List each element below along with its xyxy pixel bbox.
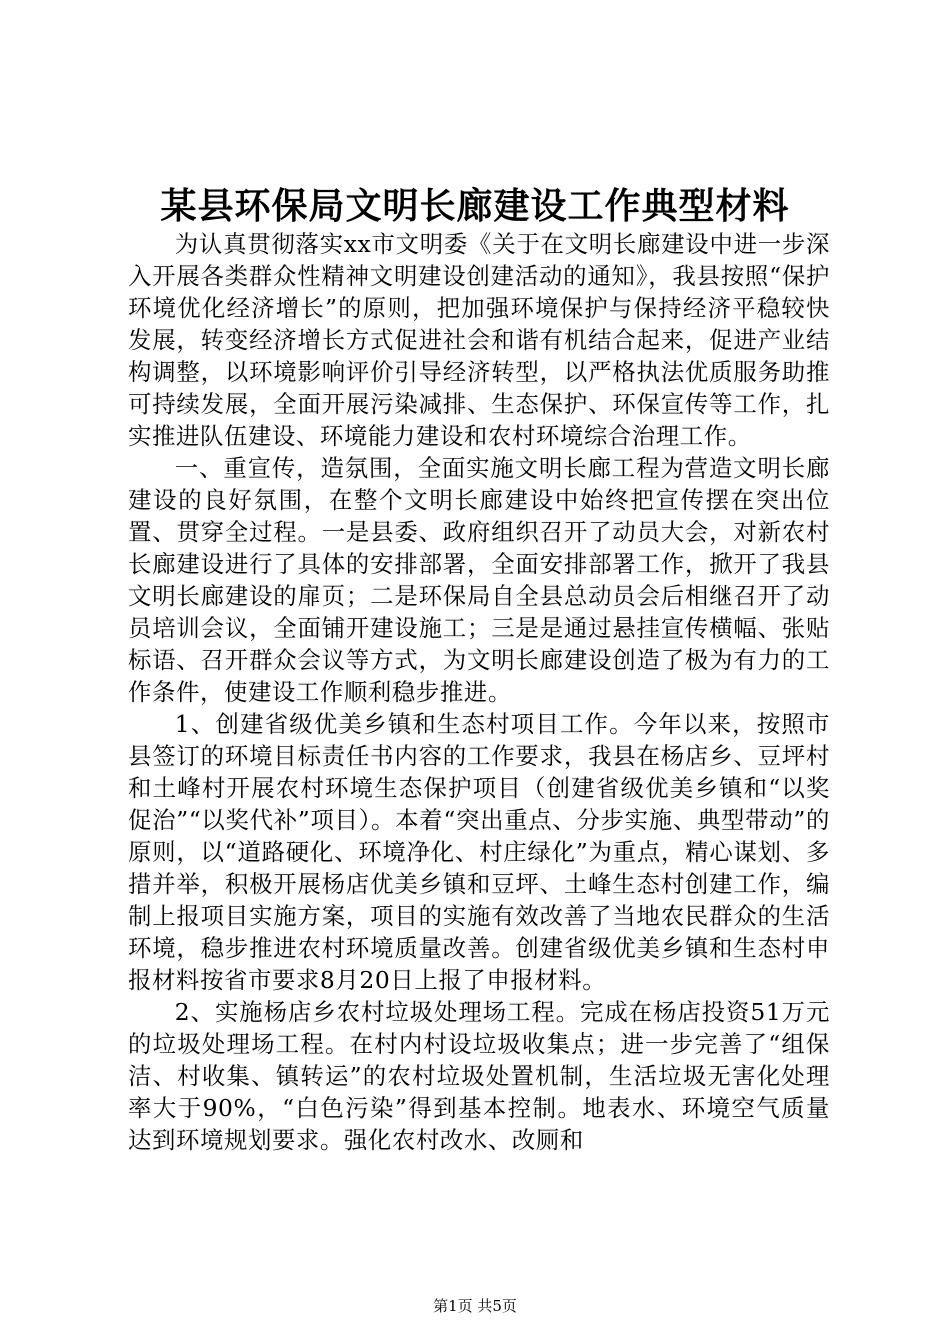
paragraph-item-1: 1、创建省级优美乡镇和生态村项目工作。今年以来，按照市县签订的环境目标责任书内容的工作要求，我县在杨店乡、豆坪村和土峰村开展农村环境生态保护项目（创建省级优美乡镇和“以奖促治”“以奖代补”项目）。本着“突出重点、分步实施、典型带动”的原则，以“道路硬化、环境净化、村庄绿化”为重点，精心谋划、多措并举，积极开展杨店优美乡镇和豆坪、土峰生态村创建工作，编制上报项目实施方案，项目的实施有效改善了当地农民群众的生活环境，稳步推进农村环境质量改善。创建省级优美乡镇和生态村申报材料按省市要求8月20日上报了申报材料。 (128, 710, 830, 994)
paragraph-intro: 为认真贯彻落实xx市文明委《关于在文明长廊建设中进一步深入开展各类群众性精神文明建设创建活动的通知》，我县按照“保护环境优化经济增长”的原则，把加强环境保护与保持经济平稳较快发展，转变经济增长方式促进社会和谐有机结合起来，促进产业结构调整，以环境影响评价引导经济转型，以严格执法优质服务助推可持续发展，全面开展污染减排、生态保护、环保宣传等工作，扎实推进队伍建设、环境能力建设和农村环境综合治理工作。 (128, 230, 830, 450)
page-number-footer: 第1页 共5页 (433, 1297, 517, 1315)
document-title: 某县环保局文明长廊建设工作典型材料 (160, 185, 790, 227)
paragraph-section-one: 一、重宣传，造氛围，全面实施文明长廊工程为营造文明长廊建设的良好氛围，在整个文明长廊建设中始终把宣传摆在突出位置、贯穿全过程。一是县委、政府组织召开了动员大会，对新农村长廊建设进行了具体的安排部署，全面安排部署工作，掀开了我县文明长廊建设的扉页；二是环保局自全县总动员会后相继召开了动员培训会议，全面铺开建设施工；三是是通过悬挂宣传横幅、张贴标语、召开群众会议等方式，为文明长廊建设创造了极为有力的工作条件，使建设工作顺利稳步推进。 (128, 454, 830, 706)
paragraph-item-2: 2、实施杨店乡农村垃圾处理场工程。完成在杨店投资51万元的垃圾处理场工程。在村内村设垃圾收集点；进一步完善了“组保洁、村收集、镇转运”的农村垃圾处置机制，生活垃圾无害化处理率大于90%，“白色污染”得到基本控制。地表水、环境空气质量达到环境规划要求。强化农村改水、改厕和 (128, 998, 830, 1154)
document-body (128, 228, 830, 1156)
